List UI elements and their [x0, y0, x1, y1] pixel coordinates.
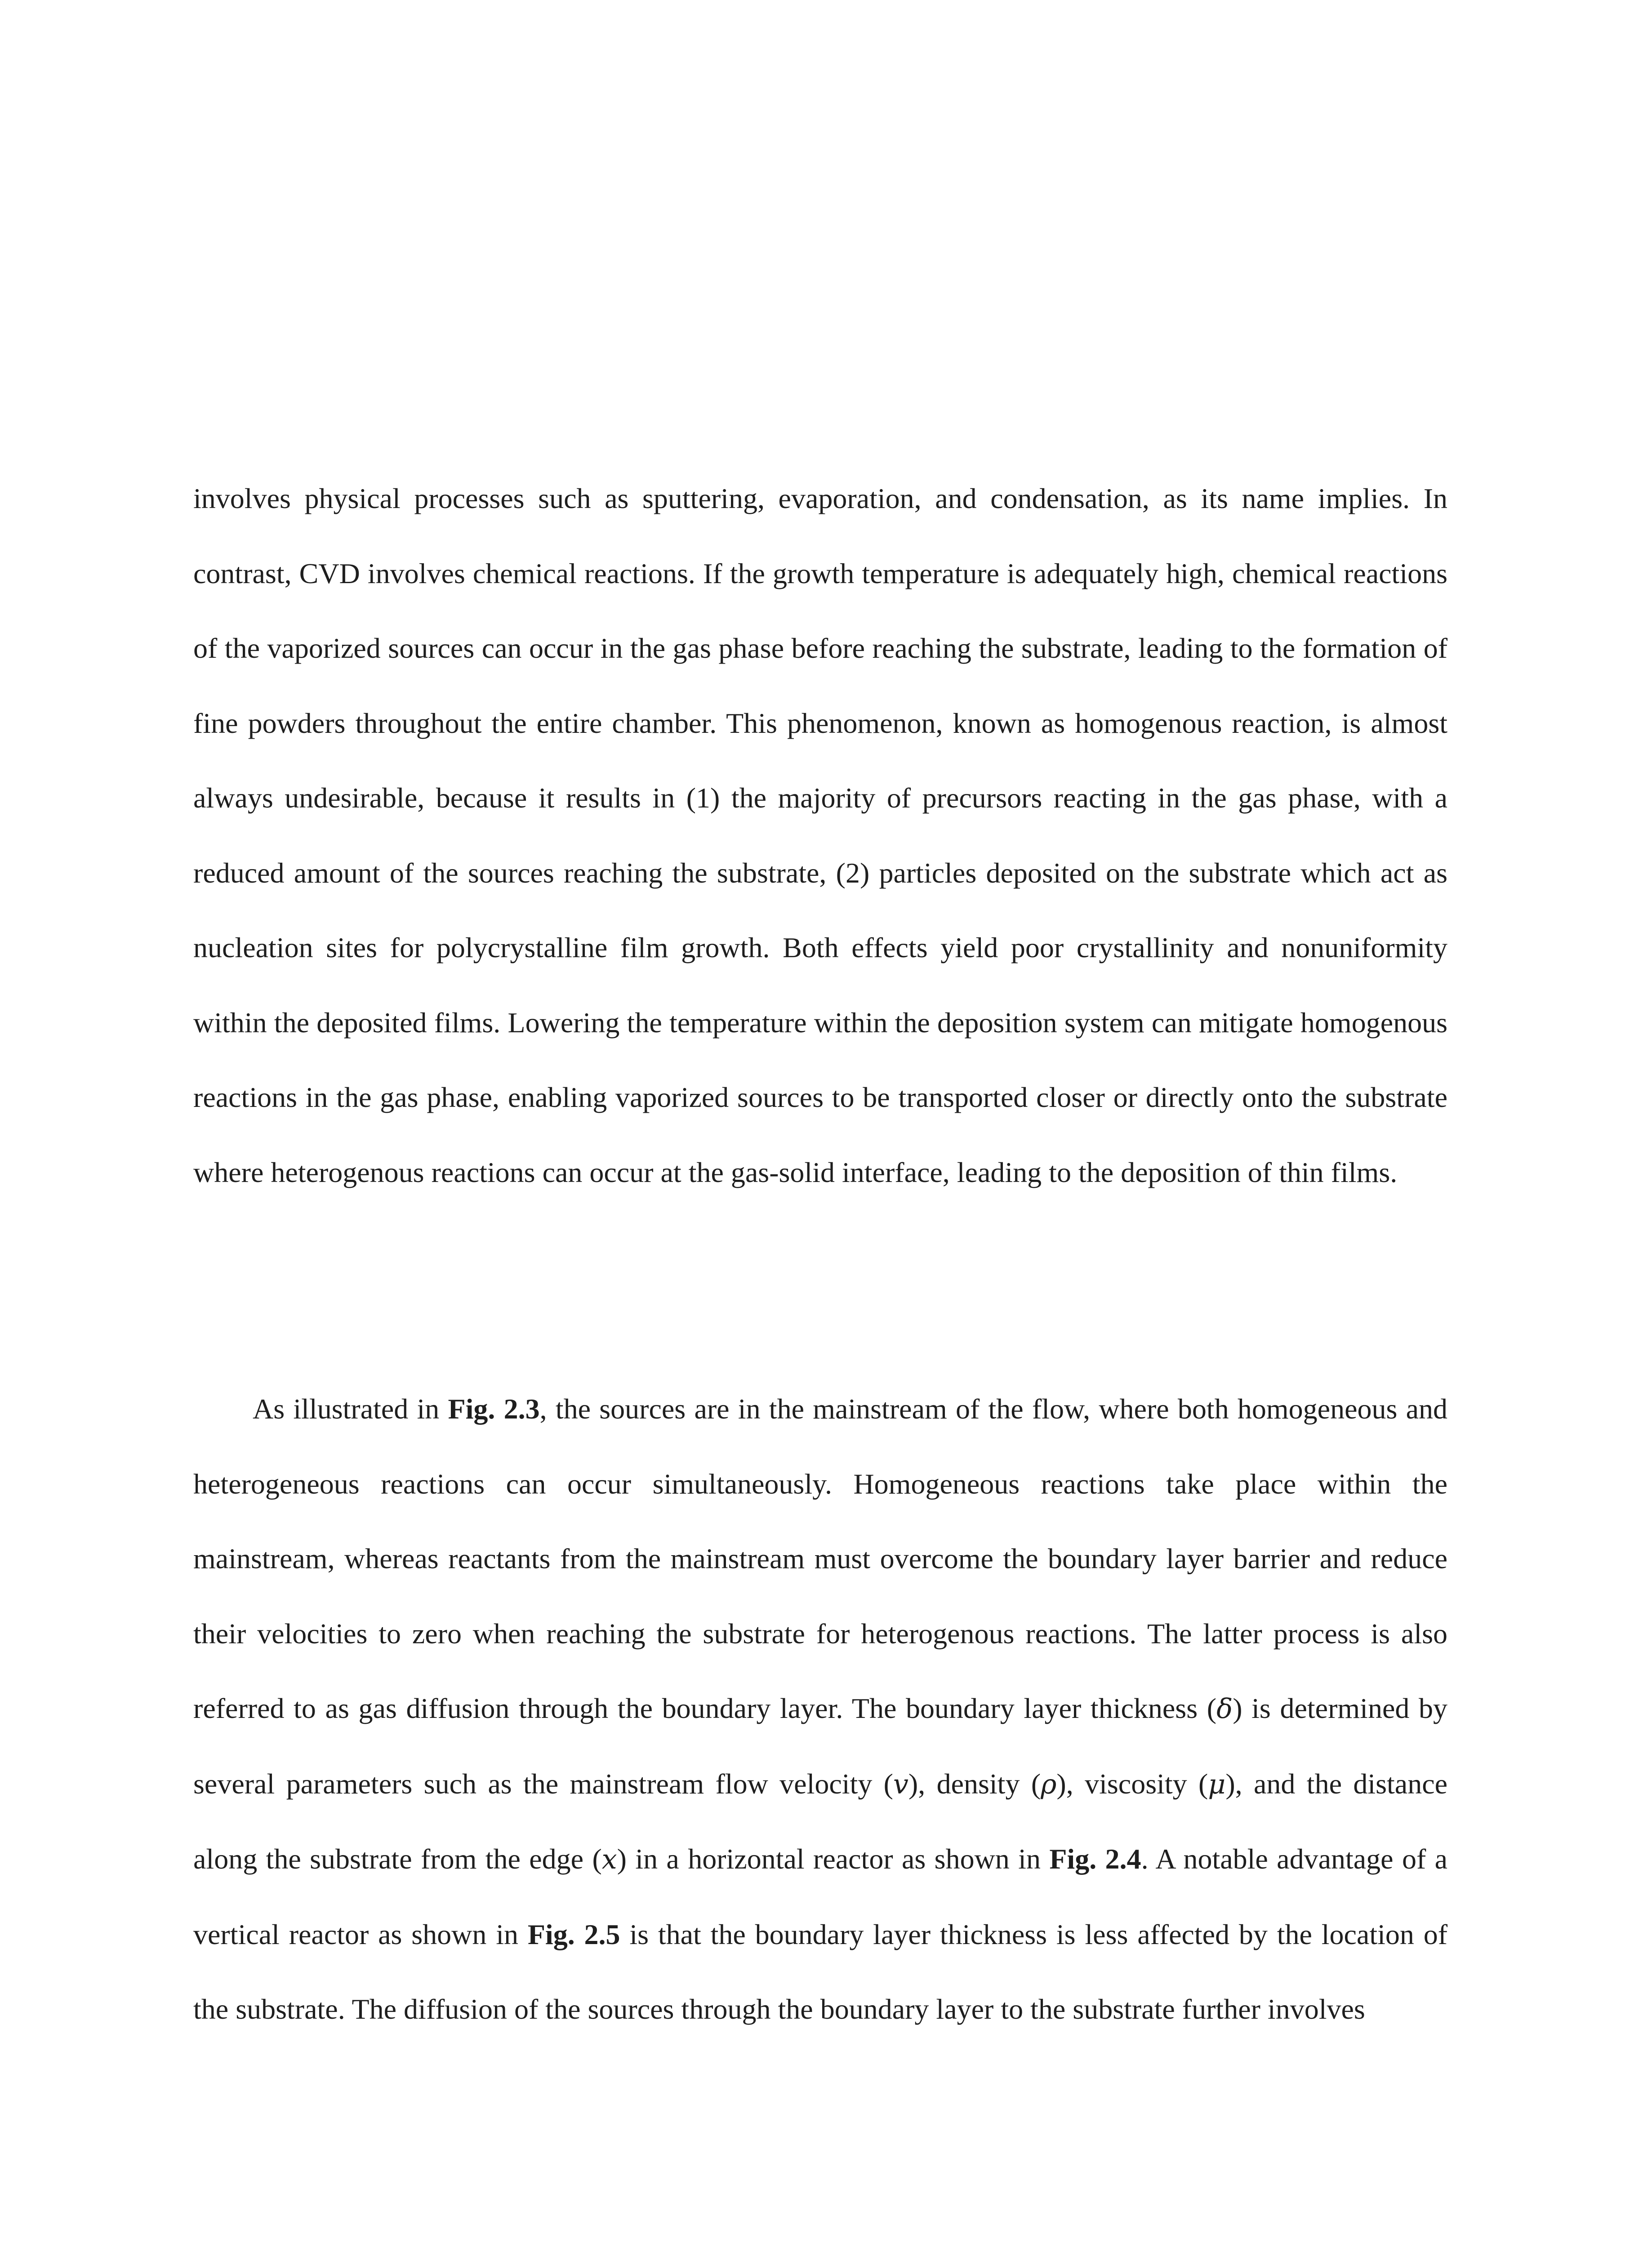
paragraph-2-text: ), density (	[908, 1767, 1041, 1800]
figure-ref-2-3: Fig. 2.3	[448, 1393, 540, 1425]
paragraph-2-text: ), and the distance along the substrate from the edge (	[193, 1767, 1448, 1875]
paragraph-2-text: , the sources are in the mainstream of the flow, where both homogeneous and heterogeneous reactions can occur simultaneously. Homogeneous reactions take place within the mainstream, whereas reactants from the mainstream must overcome the boundary layer barrier and reduce their velocities to zero when reaching the substrate for heterogenous reactions. The latter process is also referred to as gas diffusion through the boundary layer. The boundary layer thickness (	[193, 1393, 1448, 1724]
paragraph-2-text: As illustrated in	[253, 1393, 448, 1425]
symbol-delta: δ	[1216, 1693, 1233, 1725]
body-paragraph-2	[193, 1372, 1447, 2047]
figure-ref-2-5: Fig. 2.5	[527, 1918, 620, 1950]
paragraph-2-text: ), viscosity (	[1056, 1767, 1208, 1800]
figure-ref-2-4: Fig. 2.4	[1049, 1843, 1141, 1875]
symbol-viscosity: μ	[1208, 1768, 1226, 1800]
symbol-density: ρ	[1041, 1768, 1057, 1800]
paragraph-2-text: ) in a horizontal reactor as shown in	[617, 1843, 1050, 1875]
paragraph-2-text: . A notable advantage of a vertical reactor as shown in	[193, 1843, 1448, 1950]
body-paragraph-1: involves physical processes such as sputtering, evaporation, and condensation, as its name implies. In contrast, CVD involves chemical reactions. If the growth temperature is adequately high, chemical reactions of the vaporized sources can occur in the gas phase before reaching the substrate, leading to the formation of fine powders throughout the entire chamber. This phenomenon, known as homogenous reaction, is almost always undesirable, because it results in (1) the majority of precursors reacting in the gas phase, with a reduced amount of the sources reaching the substrate, (2) particles deposited on the substrate which act as nucleation sites for polycrystalline film growth. Both effects yield poor crystallinity and nonuniformity within the deposited films. Lowering the temperature within the deposition system can mitigate homogenous reactions in the gas phase, enabling vaporized sources to be transported closer or directly onto the substrate where heterogenous reactions can occur at the gas-solid interface, leading to the deposition of thin films.	[193, 482, 1447, 1188]
paragraph-2-text: ) is determined by several parameters such as the mainstream flow velocity (	[193, 1692, 1448, 1800]
symbol-velocity: v	[893, 1768, 908, 1800]
paragraph-2-text: is that the boundary layer thickness is less affected by the location of the substrate. The diffusion of the sources through the boundary layer to the substrate further involves	[193, 1918, 1448, 2025]
symbol-distance: x	[601, 1844, 617, 1875]
